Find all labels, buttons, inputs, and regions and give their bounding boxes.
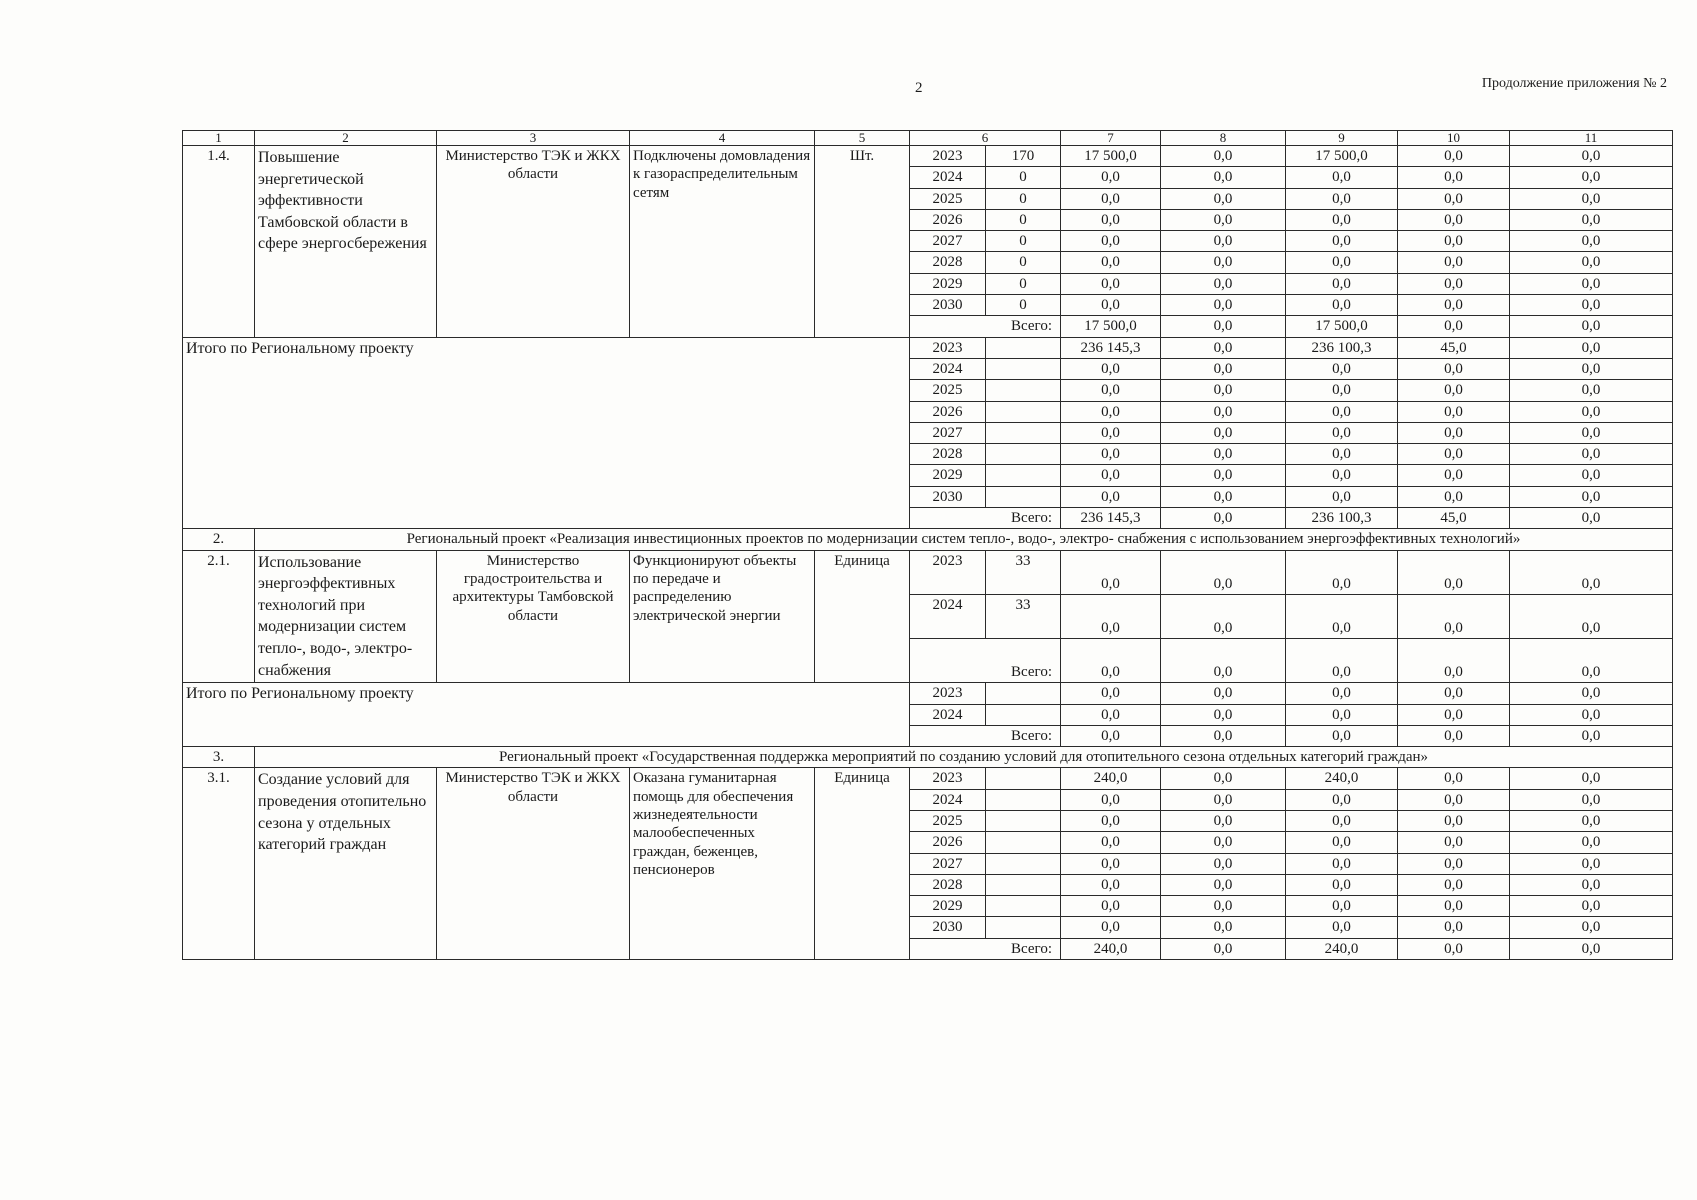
quantity-cell	[986, 465, 1061, 486]
value-cell: 0,0	[1061, 683, 1161, 704]
item-name: Создание условий для проведения отопительно сезона у отдельных категорий граждан	[255, 768, 437, 960]
value-cell: 236 100,3	[1286, 508, 1398, 529]
value-cell: 0,0	[1510, 810, 1673, 831]
value-cell: 0,0	[1398, 465, 1510, 486]
value-cell: 0,0	[1161, 550, 1286, 594]
year-cell: 2023	[910, 550, 986, 594]
value-cell: 0,0	[1161, 337, 1286, 358]
value-cell: 0,0	[1510, 295, 1673, 316]
value-cell: 0,0	[1161, 508, 1286, 529]
value-cell: 0,0	[1061, 465, 1161, 486]
value-cell: 0,0	[1398, 704, 1510, 725]
value-cell: 0,0	[1061, 209, 1161, 230]
value-cell: 0,0	[1398, 380, 1510, 401]
year-cell: 2030	[910, 917, 986, 938]
value-cell: 0,0	[1286, 683, 1398, 704]
value-cell: 0,0	[1510, 594, 1673, 638]
value-cell: 0,0	[1286, 896, 1398, 917]
quantity-cell: 0	[986, 273, 1061, 294]
year-cell: 2023	[910, 146, 986, 167]
year-cell: 2030	[910, 486, 986, 507]
value-cell: 0,0	[1510, 486, 1673, 507]
value-cell: 0,0	[1061, 167, 1161, 188]
value-cell: 0,0	[1161, 167, 1286, 188]
value-cell: 240,0	[1286, 938, 1398, 959]
value-cell: 0,0	[1161, 188, 1286, 209]
value-cell: 45,0	[1398, 337, 1510, 358]
quantity-cell	[986, 874, 1061, 895]
value-cell: 0,0	[1061, 639, 1161, 683]
value-cell: 236 145,3	[1061, 337, 1161, 358]
value-cell: 0,0	[1398, 316, 1510, 337]
value-cell: 0,0	[1061, 444, 1161, 465]
year-cell: 2030	[910, 295, 986, 316]
column-header: 8	[1161, 131, 1286, 146]
quantity-cell: 0	[986, 231, 1061, 252]
column-header: 10	[1398, 131, 1510, 146]
value-cell: 0,0	[1510, 896, 1673, 917]
year-cell: 2024	[910, 167, 986, 188]
quantity-cell	[986, 704, 1061, 725]
value-cell: 0,0	[1061, 380, 1161, 401]
quantity-cell: 0	[986, 188, 1061, 209]
item-number: 3.1.	[183, 768, 255, 960]
total-row	[183, 683, 1673, 704]
value-cell: 0,0	[1286, 209, 1398, 230]
quantity-cell	[986, 401, 1061, 422]
value-cell: 0,0	[1286, 231, 1398, 252]
value-cell: 0,0	[1061, 295, 1161, 316]
quantity-cell: 0	[986, 252, 1061, 273]
value-cell: 17 500,0	[1061, 316, 1161, 337]
value-cell: 0,0	[1286, 704, 1398, 725]
year-cell: 2026	[910, 401, 986, 422]
value-cell: 0,0	[1398, 295, 1510, 316]
value-cell: 0,0	[1398, 938, 1510, 959]
year-cell: 2029	[910, 465, 986, 486]
section-row	[183, 529, 1673, 550]
table-row	[183, 768, 1673, 789]
year-cell: 2029	[910, 273, 986, 294]
year-cell: 2025	[910, 380, 986, 401]
quantity-cell	[986, 789, 1061, 810]
value-cell: 0,0	[1286, 465, 1398, 486]
value-cell: 0,0	[1286, 380, 1398, 401]
value-cell: 0,0	[1398, 146, 1510, 167]
value-cell: 0,0	[1161, 853, 1286, 874]
value-cell: 0,0	[1061, 594, 1161, 638]
value-cell: 0,0	[1510, 938, 1673, 959]
section-row	[183, 747, 1673, 768]
value-cell: 0,0	[1398, 832, 1510, 853]
year-cell: 2023	[910, 683, 986, 704]
year-cell: 2024	[910, 789, 986, 810]
quantity-cell	[986, 486, 1061, 507]
value-cell: 0,0	[1161, 231, 1286, 252]
subtotal-label: Всего:	[910, 938, 1061, 959]
value-cell: 0,0	[1398, 231, 1510, 252]
value-cell: 0,0	[1510, 146, 1673, 167]
value-cell: 0,0	[1286, 594, 1398, 638]
value-cell: 240,0	[1061, 938, 1161, 959]
value-cell: 0,0	[1286, 422, 1398, 443]
value-cell: 0,0	[1286, 853, 1398, 874]
value-cell: 0,0	[1286, 874, 1398, 895]
table-row	[183, 146, 1673, 167]
year-cell: 2027	[910, 853, 986, 874]
item-executor: Министерство градостроительства и архитектуры Тамбовской области	[437, 550, 630, 683]
value-cell: 0,0	[1061, 231, 1161, 252]
value-cell: 0,0	[1161, 789, 1286, 810]
year-cell: 2026	[910, 832, 986, 853]
value-cell: 0,0	[1510, 167, 1673, 188]
value-cell: 0,0	[1510, 832, 1673, 853]
quantity-cell	[986, 337, 1061, 358]
value-cell: 0,0	[1510, 508, 1673, 529]
year-cell: 2024	[910, 704, 986, 725]
quantity-cell	[986, 358, 1061, 379]
total-row	[183, 337, 1673, 358]
quantity-cell	[986, 422, 1061, 443]
quantity-cell	[986, 853, 1061, 874]
column-header: 9	[1286, 131, 1398, 146]
value-cell: 0,0	[1161, 444, 1286, 465]
quantity-cell	[986, 444, 1061, 465]
item-unit: Единица	[815, 768, 910, 960]
quantity-cell	[986, 380, 1061, 401]
page-number: 2	[915, 80, 923, 96]
value-cell: 0,0	[1510, 401, 1673, 422]
value-cell: 0,0	[1061, 725, 1161, 746]
value-cell: 0,0	[1061, 917, 1161, 938]
section-number: 3.	[183, 747, 255, 768]
value-cell: 0,0	[1161, 295, 1286, 316]
value-cell: 0,0	[1398, 273, 1510, 294]
value-cell: 0,0	[1510, 550, 1673, 594]
item-name: Повышение энергетической эффективности Тамбовской области в сфере энергосбережения	[255, 146, 437, 338]
value-cell: 0,0	[1510, 231, 1673, 252]
value-cell: 0,0	[1061, 188, 1161, 209]
year-cell: 2023	[910, 768, 986, 789]
value-cell: 0,0	[1398, 768, 1510, 789]
project-total-label: Итого по Региональному проекту	[183, 337, 910, 529]
value-cell: 0,0	[1398, 444, 1510, 465]
column-header-row	[183, 131, 1673, 146]
column-header: 7	[1061, 131, 1161, 146]
year-cell: 2024	[910, 358, 986, 379]
column-header: 5	[815, 131, 910, 146]
value-cell: 0,0	[1398, 853, 1510, 874]
value-cell: 0,0	[1161, 401, 1286, 422]
value-cell: 0,0	[1161, 704, 1286, 725]
value-cell: 0,0	[1398, 896, 1510, 917]
value-cell: 0,0	[1161, 380, 1286, 401]
subtotal-label: Всего:	[910, 316, 1061, 337]
value-cell: 0,0	[1161, 683, 1286, 704]
value-cell: 0,0	[1510, 422, 1673, 443]
quantity-cell: 33	[986, 550, 1061, 594]
value-cell: 0,0	[1161, 938, 1286, 959]
year-cell: 2027	[910, 422, 986, 443]
total-sum-label: Всего:	[910, 508, 1061, 529]
value-cell: 0,0	[1510, 639, 1673, 683]
item-executor: Министерство ТЭК и ЖКХ области	[437, 768, 630, 960]
value-cell: 0,0	[1510, 380, 1673, 401]
value-cell: 0,0	[1398, 358, 1510, 379]
value-cell: 0,0	[1286, 639, 1398, 683]
value-cell: 0,0	[1510, 768, 1673, 789]
value-cell: 0,0	[1061, 358, 1161, 379]
value-cell: 0,0	[1161, 316, 1286, 337]
item-number: 2.1.	[183, 550, 255, 683]
item-number: 1.4.	[183, 146, 255, 338]
value-cell: 0,0	[1161, 810, 1286, 831]
value-cell: 0,0	[1286, 832, 1398, 853]
value-cell: 17 500,0	[1286, 146, 1398, 167]
value-cell: 0,0	[1286, 358, 1398, 379]
column-header: 2	[255, 131, 437, 146]
year-cell: 2028	[910, 874, 986, 895]
value-cell: 0,0	[1161, 768, 1286, 789]
year-cell: 2028	[910, 252, 986, 273]
value-cell: 0,0	[1161, 422, 1286, 443]
year-cell: 2024	[910, 594, 986, 638]
quantity-cell: 0	[986, 209, 1061, 230]
quantity-cell: 170	[986, 146, 1061, 167]
total-sum-label: Всего:	[910, 725, 1061, 746]
value-cell: 0,0	[1061, 896, 1161, 917]
quantity-cell	[986, 896, 1061, 917]
value-cell: 0,0	[1161, 209, 1286, 230]
quantity-cell	[986, 917, 1061, 938]
value-cell: 0,0	[1161, 896, 1286, 917]
value-cell: 0,0	[1161, 594, 1286, 638]
value-cell: 0,0	[1398, 683, 1510, 704]
year-cell: 2025	[910, 188, 986, 209]
column-header: 6	[910, 131, 1061, 146]
value-cell: 0,0	[1510, 337, 1673, 358]
value-cell: 0,0	[1398, 789, 1510, 810]
table-row	[183, 550, 1673, 594]
value-cell: 0,0	[1510, 188, 1673, 209]
value-cell: 0,0	[1510, 316, 1673, 337]
budget-table	[182, 130, 1673, 960]
value-cell: 45,0	[1398, 508, 1510, 529]
value-cell: 0,0	[1510, 273, 1673, 294]
year-cell: 2026	[910, 209, 986, 230]
value-cell: 0,0	[1286, 401, 1398, 422]
value-cell: 0,0	[1286, 188, 1398, 209]
value-cell: 0,0	[1510, 252, 1673, 273]
value-cell: 0,0	[1061, 273, 1161, 294]
value-cell: 17 500,0	[1286, 316, 1398, 337]
value-cell: 0,0	[1510, 704, 1673, 725]
value-cell: 0,0	[1398, 401, 1510, 422]
value-cell: 240,0	[1061, 768, 1161, 789]
value-cell: 236 100,3	[1286, 337, 1398, 358]
value-cell: 0,0	[1510, 853, 1673, 874]
quantity-cell	[986, 832, 1061, 853]
value-cell: 0,0	[1398, 725, 1510, 746]
year-cell: 2025	[910, 810, 986, 831]
value-cell: 0,0	[1286, 486, 1398, 507]
value-cell: 0,0	[1161, 486, 1286, 507]
value-cell: 0,0	[1398, 810, 1510, 831]
year-cell: 2027	[910, 231, 986, 252]
value-cell: 0,0	[1286, 273, 1398, 294]
value-cell: 0,0	[1161, 273, 1286, 294]
value-cell: 0,0	[1398, 188, 1510, 209]
value-cell: 0,0	[1510, 789, 1673, 810]
value-cell: 0,0	[1286, 252, 1398, 273]
value-cell: 0,0	[1061, 486, 1161, 507]
value-cell: 0,0	[1510, 874, 1673, 895]
value-cell: 0,0	[1398, 874, 1510, 895]
value-cell: 0,0	[1398, 639, 1510, 683]
value-cell: 0,0	[1510, 444, 1673, 465]
value-cell: 0,0	[1510, 683, 1673, 704]
value-cell: 0,0	[1398, 209, 1510, 230]
value-cell: 0,0	[1286, 789, 1398, 810]
value-cell: 0,0	[1510, 725, 1673, 746]
quantity-cell	[986, 768, 1061, 789]
section-number: 2.	[183, 529, 255, 550]
value-cell: 0,0	[1061, 853, 1161, 874]
item-name: Использование энергоэффективных технологий при модернизации систем тепло-, водо-, электро-снабжения	[255, 550, 437, 683]
value-cell: 0,0	[1286, 725, 1398, 746]
item-indicator: Оказана гуманитарная помощь для обеспечения жизнедеятельности малообеспеченных граждан, беженцев, пенсионеров	[630, 768, 815, 960]
value-cell: 0,0	[1398, 252, 1510, 273]
item-indicator: Подключены домовладения к газораспределительным сетям	[630, 146, 815, 338]
value-cell: 0,0	[1161, 146, 1286, 167]
year-cell: 2028	[910, 444, 986, 465]
value-cell: 17 500,0	[1061, 146, 1161, 167]
item-executor: Министерство ТЭК и ЖКХ области	[437, 146, 630, 338]
value-cell: 0,0	[1061, 401, 1161, 422]
value-cell: 0,0	[1286, 810, 1398, 831]
value-cell: 0,0	[1161, 832, 1286, 853]
value-cell: 0,0	[1510, 917, 1673, 938]
value-cell: 0,0	[1061, 550, 1161, 594]
section-title: Региональный проект «Реализация инвестиционных проектов по модернизации систем тепло-, водо-, электро- снабжения с использованием энергоэффективных технологий»	[255, 529, 1673, 550]
value-cell: 0,0	[1398, 422, 1510, 443]
value-cell: 0,0	[1061, 832, 1161, 853]
value-cell: 0,0	[1510, 209, 1673, 230]
column-header: 11	[1510, 131, 1673, 146]
column-header: 3	[437, 131, 630, 146]
value-cell: 0,0	[1398, 550, 1510, 594]
value-cell: 0,0	[1061, 810, 1161, 831]
column-header: 4	[630, 131, 815, 146]
subtotal-label: Всего:	[910, 639, 1061, 683]
value-cell: 0,0	[1398, 167, 1510, 188]
value-cell: 0,0	[1161, 917, 1286, 938]
quantity-cell	[986, 683, 1061, 704]
quantity-cell	[986, 810, 1061, 831]
value-cell: 240,0	[1286, 768, 1398, 789]
value-cell: 0,0	[1510, 465, 1673, 486]
value-cell: 0,0	[1161, 639, 1286, 683]
value-cell: 0,0	[1061, 252, 1161, 273]
value-cell: 0,0	[1161, 358, 1286, 379]
value-cell: 0,0	[1061, 704, 1161, 725]
value-cell: 0,0	[1061, 422, 1161, 443]
value-cell: 0,0	[1510, 358, 1673, 379]
value-cell: 0,0	[1061, 874, 1161, 895]
value-cell: 0,0	[1398, 594, 1510, 638]
value-cell: 0,0	[1286, 295, 1398, 316]
quantity-cell: 0	[986, 295, 1061, 316]
item-unit: Шт.	[815, 146, 910, 338]
value-cell: 0,0	[1398, 917, 1510, 938]
project-total-label: Итого по Региональному проекту	[183, 683, 910, 747]
year-cell: 2023	[910, 337, 986, 358]
value-cell: 236 145,3	[1061, 508, 1161, 529]
item-indicator: Функционируют объекты по передаче и распределению электрической энергии	[630, 550, 815, 683]
column-header: 1	[183, 131, 255, 146]
quantity-cell: 33	[986, 594, 1061, 638]
value-cell: 0,0	[1161, 465, 1286, 486]
value-cell: 0,0	[1061, 789, 1161, 810]
continuation-label: Продолжение приложения № 2	[1481, 76, 1667, 91]
value-cell: 0,0	[1161, 874, 1286, 895]
item-unit: Единица	[815, 550, 910, 683]
section-title: Региональный проект «Государственная поддержка мероприятий по созданию условий для отопительного сезона отдельных категорий граждан»	[255, 747, 1673, 768]
value-cell: 0,0	[1398, 486, 1510, 507]
year-cell: 2029	[910, 896, 986, 917]
value-cell: 0,0	[1161, 252, 1286, 273]
value-cell: 0,0	[1286, 550, 1398, 594]
value-cell: 0,0	[1286, 444, 1398, 465]
value-cell: 0,0	[1286, 167, 1398, 188]
value-cell: 0,0	[1286, 917, 1398, 938]
quantity-cell: 0	[986, 167, 1061, 188]
value-cell: 0,0	[1161, 725, 1286, 746]
